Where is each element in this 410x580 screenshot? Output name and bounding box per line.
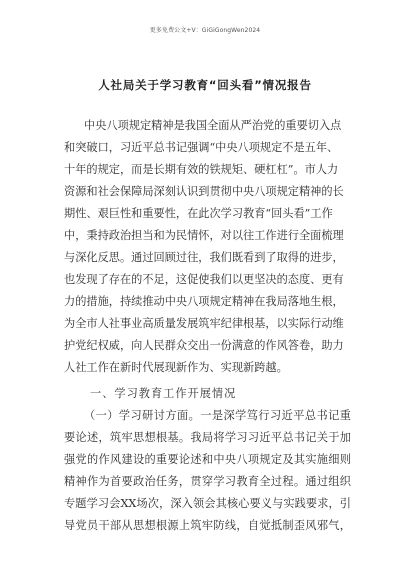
text-line: 中，秉持政治担当和为民情怀，对以往工作进行全面梳理 <box>64 229 344 242</box>
text-line: （一）学习研讨方面。一是深学笃行习近平总书记重 <box>84 409 351 422</box>
header-note: 更多免费公文+V：GiGiGongWen2024 <box>149 27 261 34</box>
text-line: 与深化反思。通过回顾过往，我们既看到了取得的进步， <box>64 251 344 264</box>
text-line: 护党纪权威，向人民群众交出一份满意的作风答卷，助力 <box>64 339 344 352</box>
text-line: 力的措施，持续推动中央八项规定精神在我局落地生根， <box>64 295 344 308</box>
text-line: 也发现了存在的不足，这促使我们以更坚决的态度、更有 <box>64 273 344 286</box>
text-line: 为全市人社事业高质量发展筑牢纪律根基，以实际行动维 <box>64 317 344 330</box>
text-line: 专题学习会XX场次，深入领会其核心要义与实践要求，引 <box>64 497 351 510</box>
section-heading: 一、学习教育工作开展情况 <box>90 387 237 400</box>
text-line: 资源和社会保障局深刻认识到贯彻中央八项规定精神的长 <box>64 185 344 198</box>
text-line: 人社工作在新时代展现新作为、实现新跨越。 <box>64 361 288 374</box>
text-line: 导党员干部从思想根源上筑牢防线，自觉抵制歪风邪气， <box>64 519 351 532</box>
text-line: 强党的作风建设的重要论述和中央八项规定及其实施细则 <box>64 453 351 466</box>
text-line: 中央八项规定精神是我国全面从严治党的重要切入点 <box>84 119 342 132</box>
text-line: 十年的规定，而是长期有效的铁规矩、硬杠杠”。市人力 <box>64 163 339 176</box>
document-title: 人社局关于学习教育“回头看”情况报告 <box>98 78 312 92</box>
text-line: 期性、艰巨性和重要性，在此次学习教育“回头看”工作 <box>64 207 333 220</box>
text-line: 精神作为首要政治任务，贯穿学习教育全过程。通过组织 <box>64 475 351 488</box>
text-line: 和突破口，习近平总书记强调“中央八项规定不是五年、 <box>64 141 339 154</box>
text-line: 要论述，筑牢思想根基。我局将学习习近平总书记关于加 <box>64 431 351 444</box>
